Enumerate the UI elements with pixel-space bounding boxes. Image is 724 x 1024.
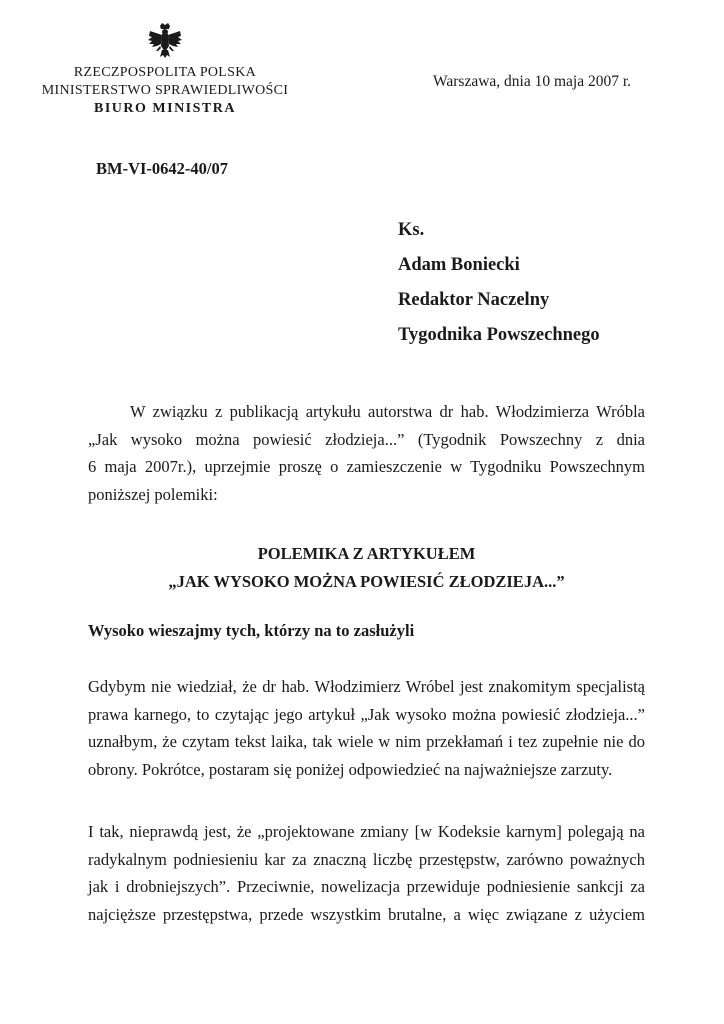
body-line: radykalnym podniesieniu kar za znaczną liczbę przestępstw, zarówno poważnych (88, 849, 645, 869)
polemic-title-line1: POLEMIKA Z ARTYKUŁEM (257, 544, 476, 563)
intro-line: „Jak wysoko można powiesić złodzieja...” (Tygodnik Powszechny z dnia (88, 429, 645, 449)
body-line: najcięższe przestępstwa, przede wszystkim brutalne, a więc związane z użyciem (88, 904, 645, 924)
body-line: obrony. Pokrótce, postaram się poniżej odpowiedzieć na najważniejsze zarzuty. (88, 759, 613, 779)
intro-line: W związku z publikacją artykułu autorstwa dr hab. Włodzimierza Wróbla (130, 402, 645, 421)
body-line: I tak, nieprawdą jest, że „projektowane zmiany [w Kodeksie karnym] polegają na (88, 822, 645, 841)
polemic-title (88, 540, 645, 596)
polish-eagle-emblem-icon (147, 22, 183, 60)
body-line: jak i drobniejszych”. Przeciwnie, nowelizacja przewiduje podniesienie sankcji za (88, 877, 645, 896)
body-paragraph-1 (88, 673, 645, 783)
place-date: Warszawa, dnia 10 maja 2007 r. (433, 73, 632, 90)
body-line: uznałbym, że czytam tekst laika, tak wiele w nim przekłamań i tez zupełnie nie do (88, 732, 645, 751)
body-line: Gdybym nie wiedział, że dr hab. Włodzimierz Wróbel jest znakomitym specjalistą (88, 677, 645, 696)
org-name-line2: MINISTERSTWO SPRAWIEDLIWOŚCI (41, 83, 289, 98)
recipient-name: Adam Boniecki (398, 255, 520, 275)
intro-line: 6 maja 2007r.), uprzejmie proszę o zamieszczenie w Tygodniku Powszechnym (88, 457, 645, 476)
recipient-publication: Tygodnika Powszechnego (398, 325, 600, 345)
recipient-title: Ks. (398, 220, 425, 240)
body-paragraph-2 (88, 818, 645, 928)
issuing-organization (30, 64, 300, 118)
body-line: prawa karnego, to czytając jego artykuł „Jak wysoko można powiesić złodzieja...” (88, 704, 645, 724)
org-name-line1: RZECZPOSPOLITA POLSKA (73, 65, 257, 80)
office-name: BIURO MINISTRA (94, 101, 236, 116)
intro-line: poniższej polemiki: (88, 484, 218, 504)
intro-paragraph (88, 398, 645, 508)
polemic-title-line2: „JAK WYSOKO MOŻNA POWIESIĆ ZŁODZIEJA...” (168, 572, 565, 591)
reference-number: BM-VI-0642-40/07 (96, 159, 228, 178)
recipient-block (398, 213, 600, 353)
recipient-position: Redaktor Naczelny (398, 290, 550, 310)
polemic-subtitle: Wysoko wieszajmy tych, którzy na to zasłużyli (88, 621, 415, 640)
